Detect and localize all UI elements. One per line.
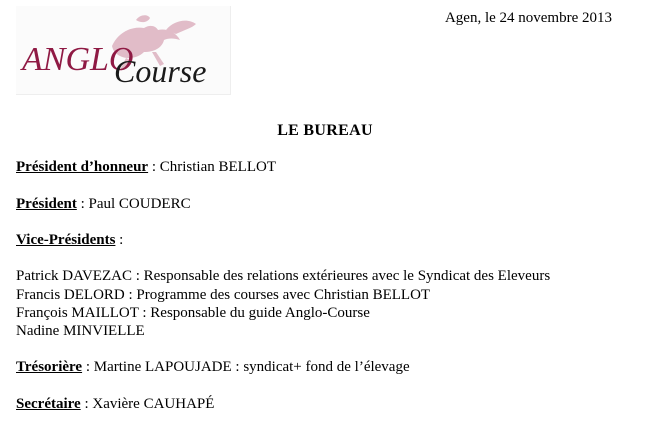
honorary-president-line	[16, 159, 276, 176]
anglo-course-logo	[16, 6, 231, 95]
president-name: : Paul COUDERC	[76, 196, 191, 212]
logo-course-text: Course	[114, 53, 207, 89]
vice-presidents-role: Vice-Présidents	[16, 232, 116, 248]
treasurer-role: Trésorière	[16, 359, 83, 375]
horse-racing-logo-graphic	[16, 6, 230, 94]
logo-anglo-text: ANGLO	[22, 41, 134, 78]
president-line	[16, 196, 191, 213]
president-role: Président	[16, 196, 77, 212]
vice-president-entry: François MAILLOT : Responsable du guide Anglo-Course	[16, 305, 370, 321]
vice-president-entry: Nadine MINVIELLE	[16, 323, 145, 339]
honorary-president-role: Président d’honneur	[16, 159, 149, 175]
treasurer-name: : Martine LAPOUJADE : syndicat+ fond de l’élevage	[82, 359, 410, 375]
vice-presidents-heading	[16, 232, 123, 249]
vice-president-entry: Patrick DAVEZAC : Responsable des relations extérieures avec le Syndicat des Eleveurs	[16, 268, 551, 284]
page-title: LE BUREAU	[277, 122, 373, 139]
vice-presidents-colon: :	[115, 232, 124, 248]
honorary-president-name: : Christian BELLOT	[148, 159, 276, 175]
logo-course-wordmark	[114, 53, 206, 89]
vice-president-entry: Francis DELORD : Programme des courses avec Christian BELLOT	[16, 287, 431, 303]
secretary-role: Secrétaire	[16, 396, 81, 412]
treasurer-line	[16, 359, 410, 376]
letter-date: Agen, le 24 novembre 2013	[444, 10, 612, 26]
secretary-name: : Xavière CAUHAPÉ	[80, 396, 215, 412]
secretary-line	[16, 396, 214, 413]
